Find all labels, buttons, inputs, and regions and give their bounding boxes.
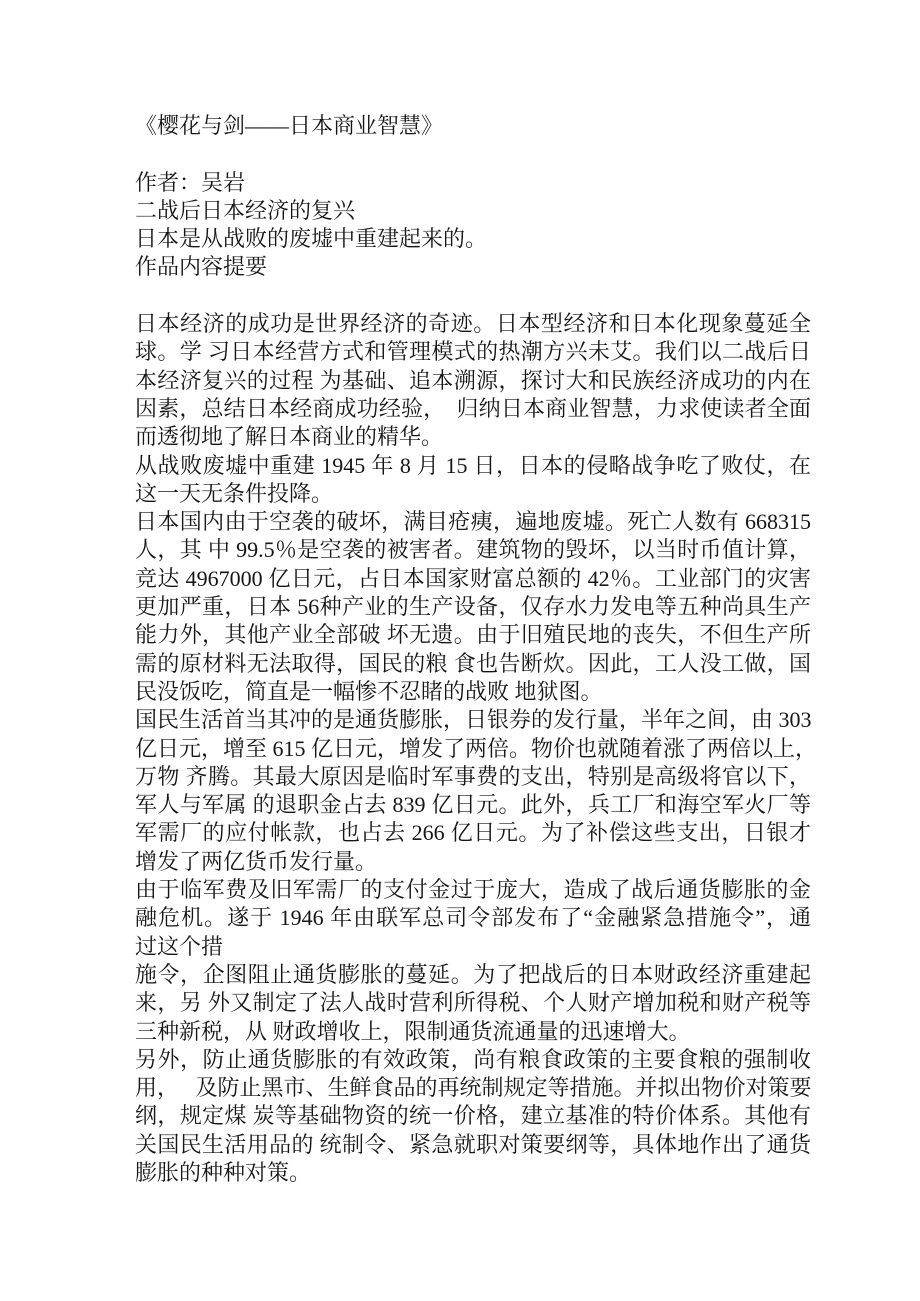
text-line: 由于临军费及旧军需厂的支付金过于庞大，造成了战后通货膨胀的金 [135,877,811,903]
subtitle-line: 二战后日本经济的复兴 [135,197,356,223]
text-line: 用， 及防止黑市、生鲜食品的再统制规定等措施。并拟出物价对策要 [135,1075,812,1101]
text-line: 而透彻地了解日本商业的精华。 [135,424,444,450]
text-line: 人，其 中 99.5％是空袭的被害者。建筑物的毁坏，以当时币值计算， [135,537,811,563]
text-line: 民没饭吃，简直是一幅惨不忍睹的战败 地狱图。 [135,678,603,704]
document-title: 《樱花与剑——日本商业智慧》 [135,113,444,138]
blank-line [135,282,811,310]
text-line: 另外，防止通货膨胀的有效政策，尚有粮食政策的主要食粮的强制收 [135,1046,811,1072]
text-line: 施令，企图阻止通货膨胀的蔓延。为了把战后的日本财政经济重建起 [135,961,811,987]
text-line: 本经济复兴的过程 为基础、追本溯源，探讨大和民族经济成功的内在 [135,367,811,393]
text-line: 国民生活首当其冲的是通货膨胀，日银券的发行量，半年之间，由 303 [135,707,812,733]
abstract-heading: 作品内容提要 [135,254,268,280]
text-line: 军需厂的应付帐款，也占去 266 亿日元。为了补偿这些支出，日银才 [135,820,811,846]
text-line: 日本国内由于空袭的破坏，满目疮痍，遍地废墟。死亡人数有 668315 [135,509,811,535]
text-line: 增发了两亿货币发行量。 [135,848,378,874]
text-line: 球。学 习日本经营方式和管理模式的热潮方兴未艾。我们以二战后日 [135,339,811,365]
document-lines [135,112,818,1187]
text-line: 更加严重，日本 56种产业的生产设备，仅存水力发电等五种尚具生产 [135,594,811,620]
text-line: 亿日元，增至 615 亿日元，增发了两倍。物价也就随着涨了两倍以上， [135,735,818,761]
text-line: 三种新税，从 财政增收上，限制通货流通量的迅速增大。 [135,1018,691,1044]
author-line: 作者：吴岩 [135,169,246,195]
text-line: 能力外，其他产业全部破 坏无遗。由于旧殖民地的丧失，不但生产所 [135,622,811,648]
text-line: 从战败废墟中重建 1945 年 8 月 15 日，日本的侵略战争吃了败仗，在 [135,452,811,478]
text-line: 关国民生活用品的 统制令、紧急就职对策要纲等，具体地作出了通货 [135,1131,811,1157]
text-line: 过这个措 [135,933,224,959]
text-line: 膨胀的种种对策。 [135,1159,312,1185]
subtitle-line: 日本是从战败的废墟中重建起来的。 [135,226,488,252]
text-line: 融危机。遂于 1946 年由联军总司令部发布了“金融紧急措施令”，通 [135,905,811,931]
text-line: 来，另 外又制定了法人战时营利所得税、个人财产增加税和财产税等 [135,990,811,1016]
text-line: 军人与军属 的退职金占去 839 亿日元。此外，兵工厂和海空军火厂等 [135,792,811,818]
text-line: 纲，规定煤 炭等基础物资的统一价格，建立基准的特价体系。其他有 [135,1103,811,1129]
text-line: 竞达 4967000 亿日元，占日本国家财富总额的 42％。工业部门的灾害 [135,565,811,591]
text-line: 这一天无条件投降。 [135,480,334,506]
text-line: 需的原材料无法取得，国民的粮 食也告断炊。因此，工人没工做，国 [135,650,811,676]
text-line: 因素，总结日本经商成功经验， 归纳日本商业智慧，力求使读者全面 [135,395,811,421]
blank-line [135,140,811,168]
text-line: 日本经济的成功是世界经济的奇迹。日本型经济和日本化现象蔓延全 [135,311,811,337]
text-line: 万物 齐腾。其最大原因是临时军事费的支出，特别是高级将官以下， [135,763,811,789]
